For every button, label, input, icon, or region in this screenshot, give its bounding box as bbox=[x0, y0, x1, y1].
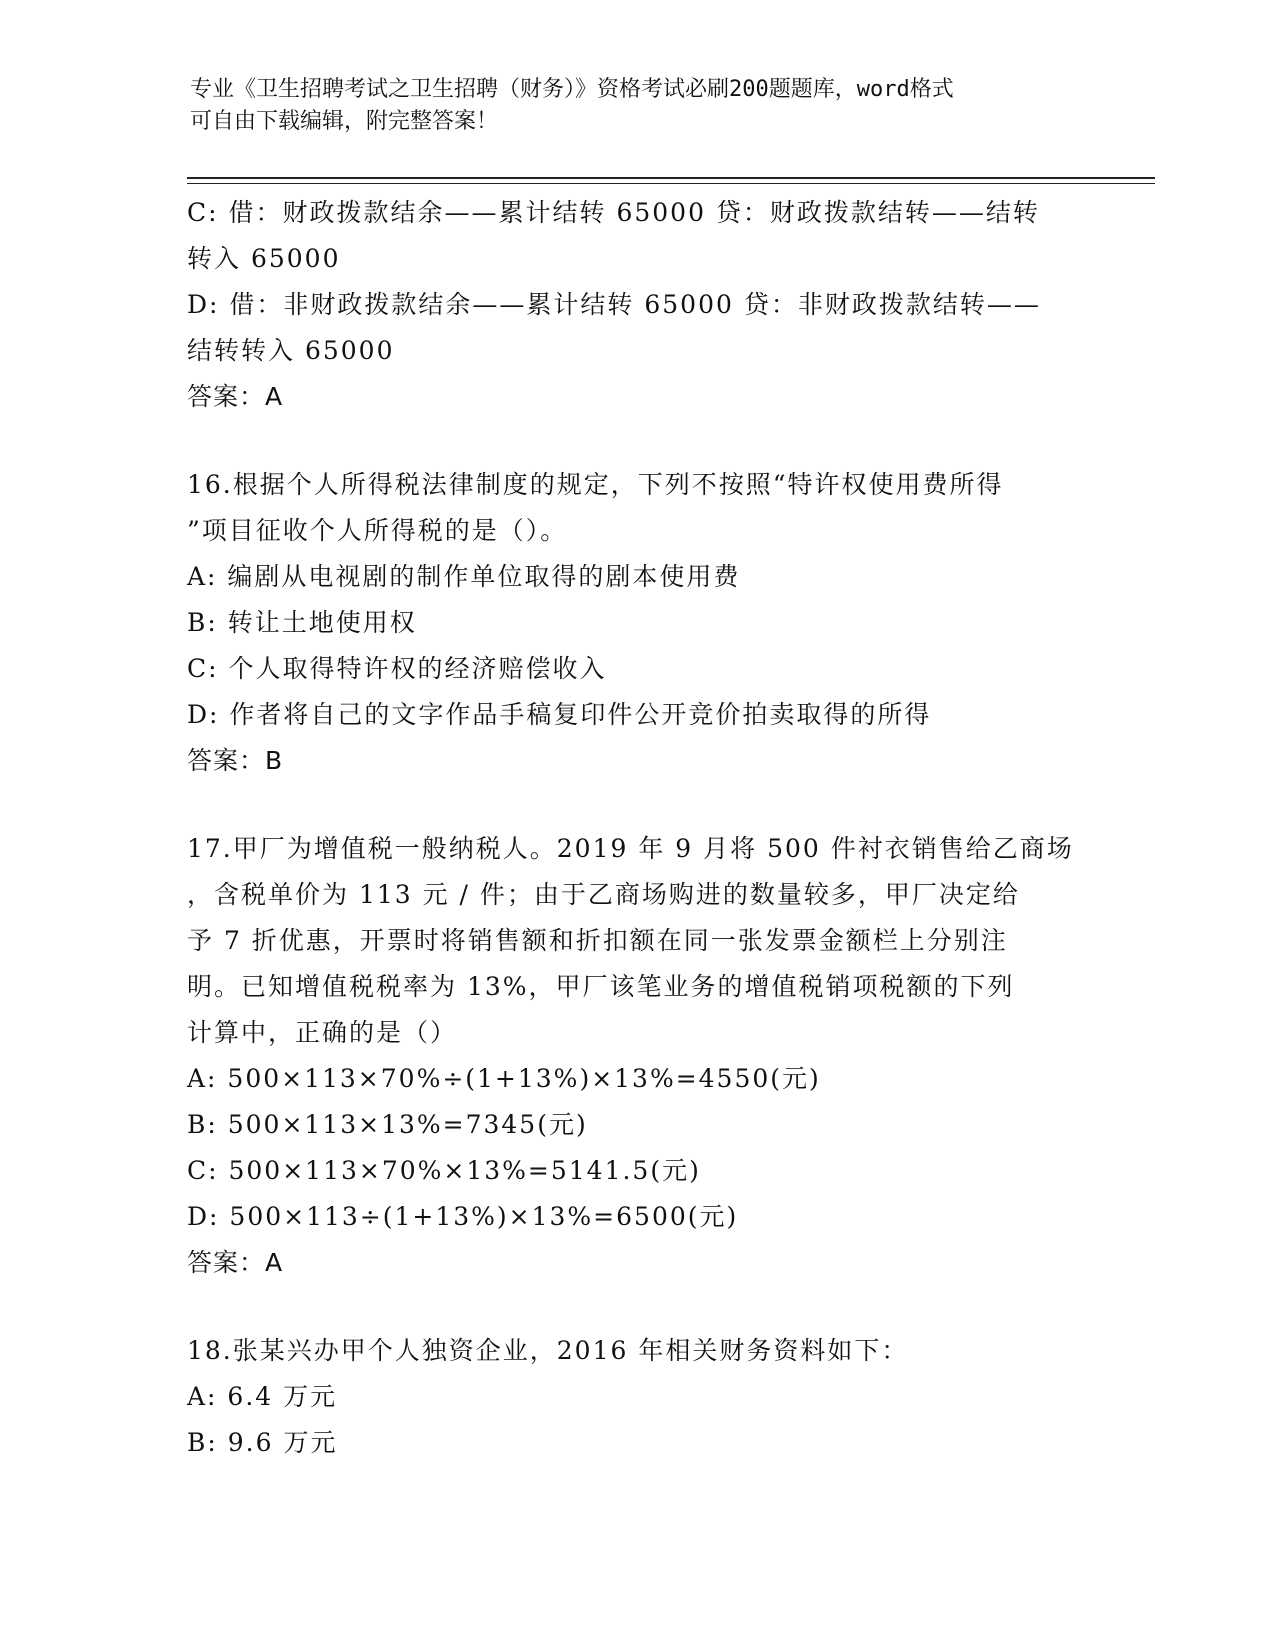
question-17-option-c: C: 500×113×70%×13%=5141.5(元) bbox=[187, 1156, 701, 1185]
question-16-stem-line-2: ”项目征收个人所得税的是（）。 bbox=[187, 516, 568, 545]
question-16-option-a: A: 编剧从电视剧的制作单位取得的剧本使用费 bbox=[187, 562, 741, 591]
question-17-stem-line-3: 予 7 折优惠，开票时将销售额和折扣额在同一张发票金额栏上分别注 bbox=[187, 926, 1008, 955]
question-17-stem-line-2: ，含税单价为 113 元 / 件；由于乙商场购进的数量较多，甲厂决定给 bbox=[187, 880, 1020, 909]
answer-16: 答案：B bbox=[187, 746, 284, 775]
question-17-option-b: B: 500×113×13%=7345(元) bbox=[187, 1110, 588, 1139]
document-body bbox=[187, 190, 1087, 1466]
question-17-option-d: D: 500×113÷(1+13%)×13%=6500(元) bbox=[187, 1202, 739, 1231]
option-c-line-1: C: 借：财政拨款结余——累计结转 65000 贷：财政拨款结转——结转 bbox=[187, 198, 1040, 227]
question-18-option-a: A: 6.4 万元 bbox=[187, 1382, 338, 1411]
question-15-tail bbox=[187, 190, 1087, 420]
question-18-stem-line-1: 18.张某兴办甲个人独资企业，2016 年相关财务资料如下： bbox=[187, 1336, 909, 1365]
document-header bbox=[190, 74, 1090, 138]
question-17-stem-line-5: 计算中，正确的是（） bbox=[187, 1018, 458, 1047]
option-d-line-1: D: 借：非财政拨款结余——累计结转 65000 贷：非财政拨款结转—— bbox=[187, 290, 1041, 319]
answer-15: 答案：A bbox=[187, 382, 284, 411]
question-17 bbox=[187, 826, 1087, 1286]
question-16-stem-line-1: 16.根据个人所得税法律制度的规定，下列不按照“特许权使用费所得 bbox=[187, 470, 1004, 499]
question-17-option-a: A: 500×113×70%÷(1+13%)×13%=4550(元) bbox=[187, 1064, 821, 1093]
header-line-2: 可自由下载编辑，附完整答案！ bbox=[190, 109, 499, 134]
answer-17: 答案：A bbox=[187, 1248, 284, 1277]
header-rule-thick bbox=[187, 177, 1155, 179]
header-line-1: 专业《卫生招聘考试之卫生招聘（财务）》资格考试必刷200题题库，word格式 bbox=[190, 77, 954, 102]
spacer bbox=[187, 1286, 1087, 1328]
spacer bbox=[187, 420, 1087, 462]
spacer bbox=[187, 784, 1087, 826]
option-c-line-2: 转入 65000 bbox=[187, 244, 341, 273]
question-17-stem-line-1: 17.甲厂为增值税一般纳税人。2019 年 9 月将 500 件衬衣销售给乙商场 bbox=[187, 834, 1074, 863]
question-16-option-c: C: 个人取得特许权的经济赔偿收入 bbox=[187, 654, 607, 683]
question-17-stem-line-4: 明。已知增值税税率为 13%，甲厂该笔业务的增值税销项税额的下列 bbox=[187, 972, 1015, 1001]
question-18-option-b: B: 9.6 万元 bbox=[187, 1428, 338, 1457]
question-16-option-b: B: 转让土地使用权 bbox=[187, 608, 417, 637]
option-d-line-2: 结转转入 65000 bbox=[187, 336, 395, 365]
question-18 bbox=[187, 1328, 1087, 1466]
question-16-option-d: D: 作者将自己的文字作品手稿复印件公开竞价拍卖取得的所得 bbox=[187, 700, 932, 729]
header-rule-thin bbox=[187, 183, 1155, 184]
question-16 bbox=[187, 462, 1087, 784]
